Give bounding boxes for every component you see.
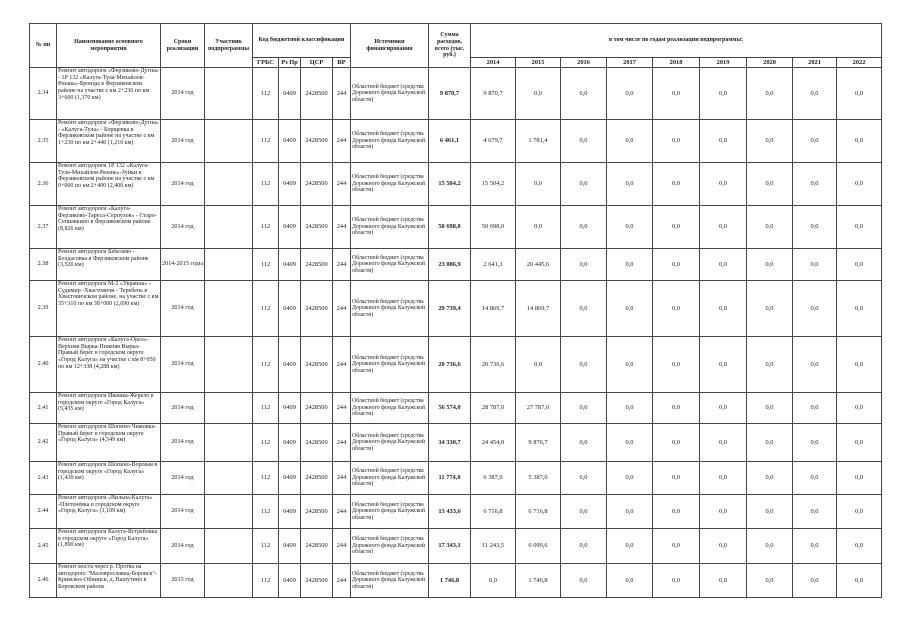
col-term-header: Сроки реализации <box>161 24 205 68</box>
year-header: 2022 <box>837 58 882 68</box>
row-year-value: 0,0 <box>747 393 793 424</box>
row-grbs: 112 <box>253 120 279 163</box>
row-year-value: 0,0 <box>607 495 653 529</box>
row-year-value: 27 787,0 <box>516 393 561 424</box>
row-rzpr: 0409 <box>279 249 301 281</box>
row-year-value: 0,0 <box>653 68 700 120</box>
row-total: 15 504,2 <box>429 163 471 206</box>
row-source: Областной бюджет (средства Дорожного фонда Калужской области) <box>351 249 429 281</box>
table-body <box>30 68 882 598</box>
row-name: Ремонт автодороги 1Р 132 «Калуга-Тула-Михайлов-Рязань»-Зуйки в Ферзиковском районе на участке с км 0+000 по км 2+400 (2,400 км) <box>57 163 161 206</box>
row-year-value: 0,0 <box>700 163 747 206</box>
row-year-value: 0,0 <box>607 249 653 281</box>
col-source-header: Источники финансирования <box>351 24 429 68</box>
row-year-value: 0,0 <box>747 120 793 163</box>
row-year-value: 0,0 <box>837 249 882 281</box>
row-name: Ремонт автодороги «Калуга-Орел»-Верхняя Вырка-Нижняя Вырка-Правый берег в городском округе «Город Калуга» на участке с км 8+050 по км 12+338 (4,288 км) <box>57 337 161 393</box>
row-year-value: 0,0 <box>700 206 747 249</box>
row-year-value: 0,0 <box>793 337 837 393</box>
row-csr: 2428500 <box>301 206 333 249</box>
row-year-value: 0,0 <box>747 68 793 120</box>
row-year-value: 0,0 <box>516 337 561 393</box>
col-participant-header: Участник подпрограммы <box>205 24 253 68</box>
row-name: Ремонт моста через р. Протва на автодороге "Малоярославец-Боровск"-Кривское-Обнинск, д. Вашутино в Боровском районе <box>57 564 161 598</box>
row-year-value: 0,0 <box>747 337 793 393</box>
row-year-value: 0,0 <box>607 529 653 564</box>
row-year-value: 0,0 <box>516 163 561 206</box>
row-participant <box>205 495 253 529</box>
row-grbs: 112 <box>253 393 279 424</box>
row-year-value: 0,0 <box>653 120 700 163</box>
row-rzpr: 0409 <box>279 163 301 206</box>
row-year-value: 24 454,0 <box>471 424 516 462</box>
row-number: 2.37 <box>30 206 57 249</box>
row-rzpr: 0409 <box>279 337 301 393</box>
row-grbs: 112 <box>253 163 279 206</box>
row-year-value: 0,0 <box>700 393 747 424</box>
row-vr: 244 <box>333 281 351 337</box>
row-vr: 244 <box>333 529 351 564</box>
row-csr: 2428500 <box>301 163 333 206</box>
row-year-value: 0,0 <box>561 163 607 206</box>
row-number: 2.35 <box>30 120 57 163</box>
row-year-value: 0,0 <box>793 206 837 249</box>
row-year-value: 5 387,0 <box>516 462 561 495</box>
row-year-value: 0,0 <box>747 462 793 495</box>
row-rzpr: 0409 <box>279 529 301 564</box>
row-year-value: 0,0 <box>653 206 700 249</box>
row-name: Ремонт автодороги «Ферзиково-Дугна» - «Калуга-Тула» - Борщевка в Ферзиковском районе на участке с км 1+230 по км 2+440 (1,210 км) <box>57 120 161 163</box>
row-participant <box>205 68 253 120</box>
year-header: 2015 <box>516 58 561 68</box>
row-year-value: 2 641,3 <box>471 249 516 281</box>
row-name: Ремонт автодороги «Вильна-Калуга» -Плетенёвка в городском округе «Город Калуга» (1,109 км) <box>57 495 161 529</box>
row-source: Областной бюджет (средства Дорожного фонда Калужской области) <box>351 564 429 598</box>
row-name: Ремонт автодороги Шопино-Чижовка-Правый берег в городском округе «Город Калуга» (4,549 км) <box>57 424 161 462</box>
row-year-value: 0,0 <box>653 462 700 495</box>
row-year-value: 0,0 <box>837 393 882 424</box>
row-grbs: 112 <box>253 337 279 393</box>
row-grbs: 112 <box>253 281 279 337</box>
row-csr: 2428500 <box>301 495 333 529</box>
row-year-value: 0,0 <box>561 393 607 424</box>
row-rzpr: 0409 <box>279 462 301 495</box>
row-year-value: 0,0 <box>747 249 793 281</box>
row-year-value: 0,0 <box>747 163 793 206</box>
row-grbs: 112 <box>253 495 279 529</box>
row-year-value: 20 736,6 <box>471 337 516 393</box>
row-grbs: 112 <box>253 68 279 120</box>
row-year-value: 0,0 <box>653 249 700 281</box>
year-header: 2020 <box>747 58 793 68</box>
row-year-value: 0,0 <box>653 564 700 598</box>
row-source: Областной бюджет (средства Дорожного фонда Калужской области) <box>351 529 429 564</box>
row-number: 2.42 <box>30 424 57 462</box>
row-year-value: 0,0 <box>747 281 793 337</box>
row-year-value: 0,0 <box>607 424 653 462</box>
row-year-value: 0,0 <box>700 424 747 462</box>
row-year-value: 0,0 <box>700 529 747 564</box>
row-term: 2014 год <box>161 424 205 462</box>
row-vr: 244 <box>333 495 351 529</box>
table-row <box>30 163 882 206</box>
row-term: 2014-2015 годы <box>161 249 205 281</box>
col-budget-code-header: Код бюджетной классификации <box>253 24 351 58</box>
row-number: 2.40 <box>30 337 57 393</box>
row-year-value: 50 698,0 <box>471 206 516 249</box>
row-year-value: 0,0 <box>837 68 882 120</box>
row-year-value: 6 387,0 <box>471 462 516 495</box>
row-term: 2014 год <box>161 163 205 206</box>
row-year-value: 6 716,8 <box>471 495 516 529</box>
row-year-value: 0,0 <box>700 120 747 163</box>
table-row <box>30 206 882 249</box>
row-grbs: 112 <box>253 249 279 281</box>
row-source: Областной бюджет (средства Дорожного фонда Калужской области) <box>351 424 429 462</box>
table-row <box>30 68 882 120</box>
row-year-value: 0,0 <box>653 393 700 424</box>
row-year-value: 0,0 <box>793 393 837 424</box>
row-year-value: 0,0 <box>561 529 607 564</box>
row-vr: 244 <box>333 337 351 393</box>
row-year-value: 14 869,7 <box>516 281 561 337</box>
row-year-value: 15 504,2 <box>471 163 516 206</box>
row-number: 2.43 <box>30 462 57 495</box>
table-row <box>30 120 882 163</box>
row-year-value: 14 869,7 <box>471 281 516 337</box>
row-year-value: 0,0 <box>747 529 793 564</box>
row-year-value: 11 243,5 <box>471 529 516 564</box>
row-year-value: 0,0 <box>837 424 882 462</box>
row-year-value: 0,0 <box>837 337 882 393</box>
row-csr: 2428500 <box>301 281 333 337</box>
row-number: 2.38 <box>30 249 57 281</box>
row-year-value: 0,0 <box>837 495 882 529</box>
row-year-value: 0,0 <box>607 281 653 337</box>
row-participant <box>205 424 253 462</box>
col-by-years-header: в том числе по годам реализации подпрограммы: <box>471 24 882 58</box>
row-csr: 2428500 <box>301 462 333 495</box>
row-year-value: 0,0 <box>700 462 747 495</box>
row-year-value: 0,0 <box>793 424 837 462</box>
row-participant <box>205 564 253 598</box>
row-total: 9 870,7 <box>429 68 471 120</box>
row-year-value: 0,0 <box>607 68 653 120</box>
row-year-value: 0,0 <box>607 393 653 424</box>
row-year-value: 0,0 <box>607 163 653 206</box>
row-number: 2.34 <box>30 68 57 120</box>
year-header: 2021 <box>793 58 837 68</box>
row-csr: 2428500 <box>301 529 333 564</box>
row-year-value: 9 870,7 <box>471 68 516 120</box>
row-name: Ремонт автодороги Шопино-Воровая в городском округе «Город Калуга» (1,430 км) <box>57 462 161 495</box>
row-year-value: 0,0 <box>747 495 793 529</box>
row-year-value: 0,0 <box>516 206 561 249</box>
row-name: Ремонт автодороги Ивашка-Жерело в городском округе «Город Калуга» (5,435 км) <box>57 393 161 424</box>
row-total: 1 746,8 <box>429 564 471 598</box>
row-total: 17 343,1 <box>429 529 471 564</box>
row-rzpr: 0409 <box>279 68 301 120</box>
row-term: 2014 год <box>161 120 205 163</box>
program-table <box>29 23 882 598</box>
row-year-value: 0,0 <box>561 120 607 163</box>
row-year-value: 0,0 <box>837 529 882 564</box>
row-term: 2014 год <box>161 337 205 393</box>
row-participant <box>205 120 253 163</box>
row-participant <box>205 281 253 337</box>
row-year-value: 0,0 <box>793 163 837 206</box>
row-name: Ремонт автодороги «Ферзиково-Дугна» - 1Р 132 «Калуга-Тула-Михайлов-Рязань»-Бронцы в Ферзиковском районе на участке с км 2+230 по км 3+600 (1,370 км) <box>57 68 161 120</box>
row-year-value: 0,0 <box>837 462 882 495</box>
table-row <box>30 393 882 424</box>
row-year-value: 0,0 <box>793 120 837 163</box>
row-source: Областной бюджет (средства Дорожного фонда Калужской области) <box>351 68 429 120</box>
row-year-value: 0,0 <box>747 206 793 249</box>
row-csr: 2428500 <box>301 68 333 120</box>
row-term: 2014 год <box>161 462 205 495</box>
row-total: 34 330,7 <box>429 424 471 462</box>
row-year-value: 0,0 <box>607 120 653 163</box>
row-year-value: 0,0 <box>653 163 700 206</box>
table-row <box>30 529 882 564</box>
row-vr: 244 <box>333 68 351 120</box>
row-csr: 2428500 <box>301 393 333 424</box>
row-year-value: 0,0 <box>561 337 607 393</box>
table-row <box>30 495 882 529</box>
row-name: Ремонт автодороги «Калуга-Ферзиково-Таруса-Серпухов» - Старо-Сепиавкино в Ферзиковском районе (8,826 км) <box>57 206 161 249</box>
row-year-value: 0,0 <box>837 120 882 163</box>
row-year-value: 0,0 <box>700 495 747 529</box>
row-year-value: 0,0 <box>561 495 607 529</box>
row-source: Областной бюджет (средства Дорожного фонда Калужской области) <box>351 337 429 393</box>
row-total: 50 698,0 <box>429 206 471 249</box>
row-grbs: 112 <box>253 424 279 462</box>
row-vr: 244 <box>333 206 351 249</box>
row-year-value: 0,0 <box>607 564 653 598</box>
row-source: Областной бюджет (средства Дорожного фонда Калужской области) <box>351 206 429 249</box>
row-year-value: 0,0 <box>747 564 793 598</box>
row-year-value: 0,0 <box>700 281 747 337</box>
row-year-value: 1 746,8 <box>516 564 561 598</box>
row-rzpr: 0409 <box>279 120 301 163</box>
row-total: 6 461,1 <box>429 120 471 163</box>
row-year-value: 0,0 <box>793 564 837 598</box>
row-year-value: 9 876,7 <box>516 424 561 462</box>
row-year-value: 6 716,8 <box>516 495 561 529</box>
row-source: Областной бюджет (средства Дорожного фонда Калужской области) <box>351 393 429 424</box>
col-total-header: Сумма расходов, всего (тыс. руб.) <box>429 24 471 68</box>
row-year-value: 0,0 <box>837 206 882 249</box>
row-csr: 2428500 <box>301 249 333 281</box>
row-year-value: 0,0 <box>793 462 837 495</box>
row-number: 2.46 <box>30 564 57 598</box>
row-year-value: 0,0 <box>561 564 607 598</box>
row-year-value: 0,0 <box>653 424 700 462</box>
row-total: 20 736,6 <box>429 337 471 393</box>
row-year-value: 0,0 <box>653 495 700 529</box>
row-year-value: 0,0 <box>747 424 793 462</box>
row-rzpr: 0409 <box>279 424 301 462</box>
row-vr: 244 <box>333 462 351 495</box>
row-number: 2.36 <box>30 163 57 206</box>
row-year-value: 0,0 <box>700 68 747 120</box>
row-vr: 244 <box>333 120 351 163</box>
row-year-value: 0,0 <box>837 281 882 337</box>
row-vr: 244 <box>333 564 351 598</box>
row-year-value: 0,0 <box>561 68 607 120</box>
row-year-value: 0,0 <box>471 564 516 598</box>
row-number: 2.44 <box>30 495 57 529</box>
row-term: 2014 год <box>161 529 205 564</box>
table-row <box>30 249 882 281</box>
year-header: 2017 <box>607 58 653 68</box>
row-source: Областной бюджет (средства Дорожного фонда Калужской области) <box>351 163 429 206</box>
row-vr: 244 <box>333 424 351 462</box>
row-source: Областной бюджет (средства Дорожного фонда Калужской области) <box>351 495 429 529</box>
row-source: Областной бюджет (средства Дорожного фонда Калужской области) <box>351 281 429 337</box>
row-year-value: 0,0 <box>653 337 700 393</box>
col-num-header: № пп <box>30 24 57 68</box>
row-name: Ремонт автодороги Калуга-Ястребовка в городском округе «Город Калуга» (1,890 км) <box>57 529 161 564</box>
row-year-value: 0,0 <box>793 495 837 529</box>
row-participant <box>205 163 253 206</box>
row-total: 23 086,9 <box>429 249 471 281</box>
row-total: 13 433,6 <box>429 495 471 529</box>
row-year-value: 0,0 <box>561 206 607 249</box>
row-participant <box>205 206 253 249</box>
row-vr: 244 <box>333 249 351 281</box>
code-header-rzpr: Рз Пр <box>279 58 301 68</box>
row-year-value: 0,0 <box>793 68 837 120</box>
row-term: 2014 год <box>161 495 205 529</box>
row-csr: 2428500 <box>301 564 333 598</box>
row-term: 2015 год <box>161 564 205 598</box>
row-number: 2.45 <box>30 529 57 564</box>
row-year-value: 0,0 <box>700 337 747 393</box>
row-year-value: 0,0 <box>793 249 837 281</box>
col-name-header: Наименование основного мероприятия <box>57 24 161 68</box>
row-participant <box>205 337 253 393</box>
row-rzpr: 0409 <box>279 393 301 424</box>
row-year-value: 0,0 <box>561 462 607 495</box>
row-total: 56 574,0 <box>429 393 471 424</box>
row-rzpr: 0409 <box>279 564 301 598</box>
row-year-value: 0,0 <box>793 281 837 337</box>
code-header-grbs: ГРБС <box>253 58 279 68</box>
row-year-value: 0,0 <box>607 462 653 495</box>
table-row <box>30 281 882 337</box>
row-csr: 2428500 <box>301 424 333 462</box>
table-row <box>30 564 882 598</box>
row-grbs: 112 <box>253 529 279 564</box>
row-year-value: 0,0 <box>837 163 882 206</box>
row-year-value: 0,0 <box>561 249 607 281</box>
row-name: Ремонт автодороги М-2 «Украина» - Судимир -Хвастовичи - Теребень в Хвастовичском районе, на участке с км 35+310 по км 38+000 (2,690 км) <box>57 281 161 337</box>
row-grbs: 112 <box>253 462 279 495</box>
row-source: Областной бюджет (средства Дорожного фонда Калужской области) <box>351 462 429 495</box>
row-grbs: 112 <box>253 564 279 598</box>
row-term: 2014 год <box>161 281 205 337</box>
row-participant <box>205 249 253 281</box>
row-term: 2014 год <box>161 68 205 120</box>
row-rzpr: 0409 <box>279 495 301 529</box>
row-csr: 2428500 <box>301 120 333 163</box>
row-year-value: 0,0 <box>700 564 747 598</box>
row-number: 2.41 <box>30 393 57 424</box>
row-csr: 2428500 <box>301 337 333 393</box>
row-source: Областной бюджет (средства Дорожного фонда Калужской области) <box>351 120 429 163</box>
row-term: 2014 год <box>161 206 205 249</box>
row-participant <box>205 529 253 564</box>
row-year-value: 0,0 <box>653 281 700 337</box>
year-header: 2014 <box>471 58 516 68</box>
row-total: 29 739,4 <box>429 281 471 337</box>
row-year-value: 0,0 <box>607 206 653 249</box>
row-participant <box>205 462 253 495</box>
row-year-value: 0,0 <box>700 249 747 281</box>
year-header: 2016 <box>561 58 607 68</box>
row-year-value: 0,0 <box>516 68 561 120</box>
row-vr: 244 <box>333 393 351 424</box>
table-row <box>30 337 882 393</box>
row-year-value: 0,0 <box>837 564 882 598</box>
row-year-value: 4 679,7 <box>471 120 516 163</box>
row-total: 11 774,0 <box>429 462 471 495</box>
row-number: 2.39 <box>30 281 57 337</box>
year-header: 2018 <box>653 58 700 68</box>
table-row <box>30 424 882 462</box>
row-rzpr: 0409 <box>279 281 301 337</box>
row-year-value: 0,0 <box>793 529 837 564</box>
row-vr: 244 <box>333 163 351 206</box>
code-header-csr: ЦСР <box>301 58 333 68</box>
row-year-value: 0,0 <box>561 424 607 462</box>
row-year-value: 0,0 <box>561 281 607 337</box>
table-row <box>30 462 882 495</box>
row-year-value: 20 445,6 <box>516 249 561 281</box>
row-name: Ремонт автодороги Бебелево - Болдасовка в Ферзиковском районе (3,520 км) <box>57 249 161 281</box>
row-year-value: 0,0 <box>653 529 700 564</box>
row-year-value: 0,0 <box>607 337 653 393</box>
row-year-value: 28 787,0 <box>471 393 516 424</box>
year-header: 2019 <box>700 58 747 68</box>
row-term: 2014 год <box>161 393 205 424</box>
code-header-vr: ВР <box>333 58 351 68</box>
row-grbs: 112 <box>253 206 279 249</box>
row-year-value: 1 781,4 <box>516 120 561 163</box>
row-year-value: 6 099,6 <box>516 529 561 564</box>
row-rzpr: 0409 <box>279 206 301 249</box>
row-participant <box>205 393 253 424</box>
